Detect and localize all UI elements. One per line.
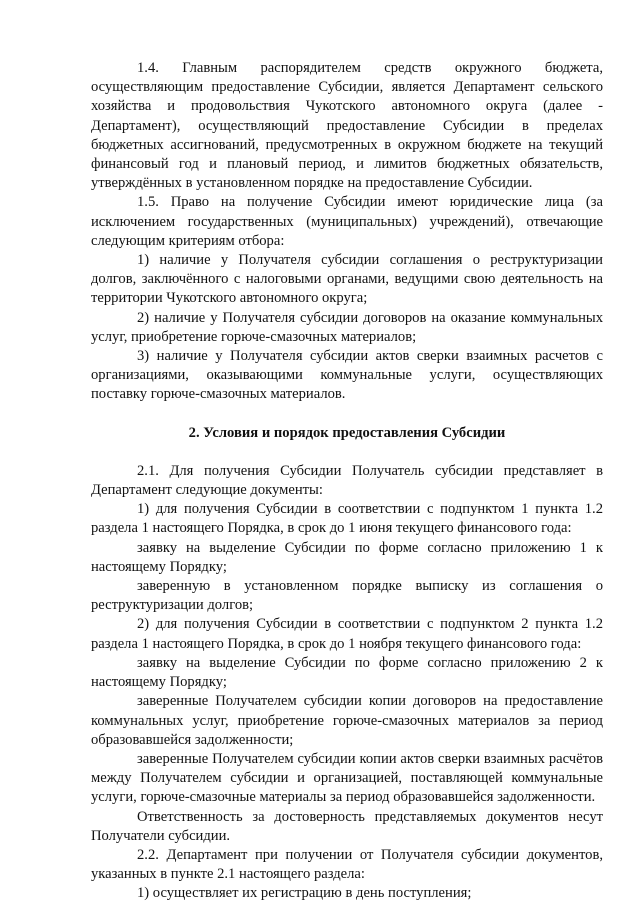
item-2-1-1: 1) для получения Субсидии в соответствии с подпунктом 1 пункта 1.2 раздела 1 настоящего Порядка, в срок до 1 июня текущего финансового года:	[91, 501, 603, 537]
item-2-2-1: 1) осуществляет их регистрацию в день поступления;	[137, 885, 472, 902]
section-heading: 2. Условия и порядок предоставления Субсидии	[188, 424, 506, 441]
item-application-2: заявку на выделение Субсидии по форме согласно приложению 2 к настоящему Порядку;	[91, 654, 603, 691]
item-extract: заверенную в установленном порядке выписку из соглашения о реструктуризации долгов;	[91, 578, 603, 614]
criterion-3: 3) наличие у Получателя субсидии актов сверки взаимных расчетов с организациями, оказывающими коммунальные услуги, осуществляющих поставку горюче-смазочных материалов.	[91, 348, 603, 403]
paragraph-2-2: 2.2. Департамент при получении от Получателя субсидии документов, указанных в пункте 2.1 настоящего раздела:	[91, 846, 603, 883]
item-contracts-copies: заверенные Получателем субсидии копии договоров на предоставление коммунальных услуг, приобретение горюче-смазочных материалов за период образовавшейся задолженности;	[91, 693, 603, 748]
item-reconciliation-copies: заверенные Получателем субсидии копии актов сверки взаимных расчётов между Получателем субсидии и организацией, поставляющей коммунальные услуги, горюче-смазочные материалы за период образовавшейся задолженности.	[91, 750, 603, 806]
criterion-2: 2) наличие у Получателя субсидии договоров на оказание коммунальных услуг, приобретение горюче-смазочных материалов;	[91, 309, 603, 345]
paragraph-1-5: 1.5. Право на получение Субсидии имеют юридические лица (за исключением государственных (муниципальных) учреждений), отвечающие следующим критериям отбора:	[91, 194, 603, 249]
item-2-1-2: 2) для получения Субсидии в соответствии с подпунктом 2 пункта 1.2 раздела 1 настоящего Порядка, в срок до 1 ноября текущего финансового года:	[91, 616, 603, 652]
paragraph-responsibility: Ответственность за достоверность представляемых документов несут Получатели субсидии.	[91, 808, 603, 844]
criterion-1: 1) наличие у Получателя субсидии соглашения о реструктуризации долгов, заключённого с налоговыми органами, ведущими свою деятельность на территории Чукотского автономного округа;	[91, 252, 603, 307]
paragraph-1-4: 1.4. Главным распорядителем средств окружного бюджета, осуществляющим предоставление Субсидии, является Департамент сельского хозяйства и продовольствия Чукотского автономного округа (далее - Департамент), осуществляющий предоставление Субсидии в пределах бюджетных ассигнований, предусмотренных в окружном бюджете на текущий финансовый год и плановый период, и лимитов бюджетных обязательств, утверждённых в установленном порядке на предоставление Субсидии.	[91, 60, 603, 192]
item-application-1: заявку на выделение Субсидии по форме согласно приложению 1 к настоящему Порядку;	[91, 539, 603, 575]
paragraph-2-1: 2.1. Для получения Субсидии Получатель субсидии представляет в Департамент следующие документы:	[91, 462, 603, 499]
document-page	[91, 59, 603, 904]
